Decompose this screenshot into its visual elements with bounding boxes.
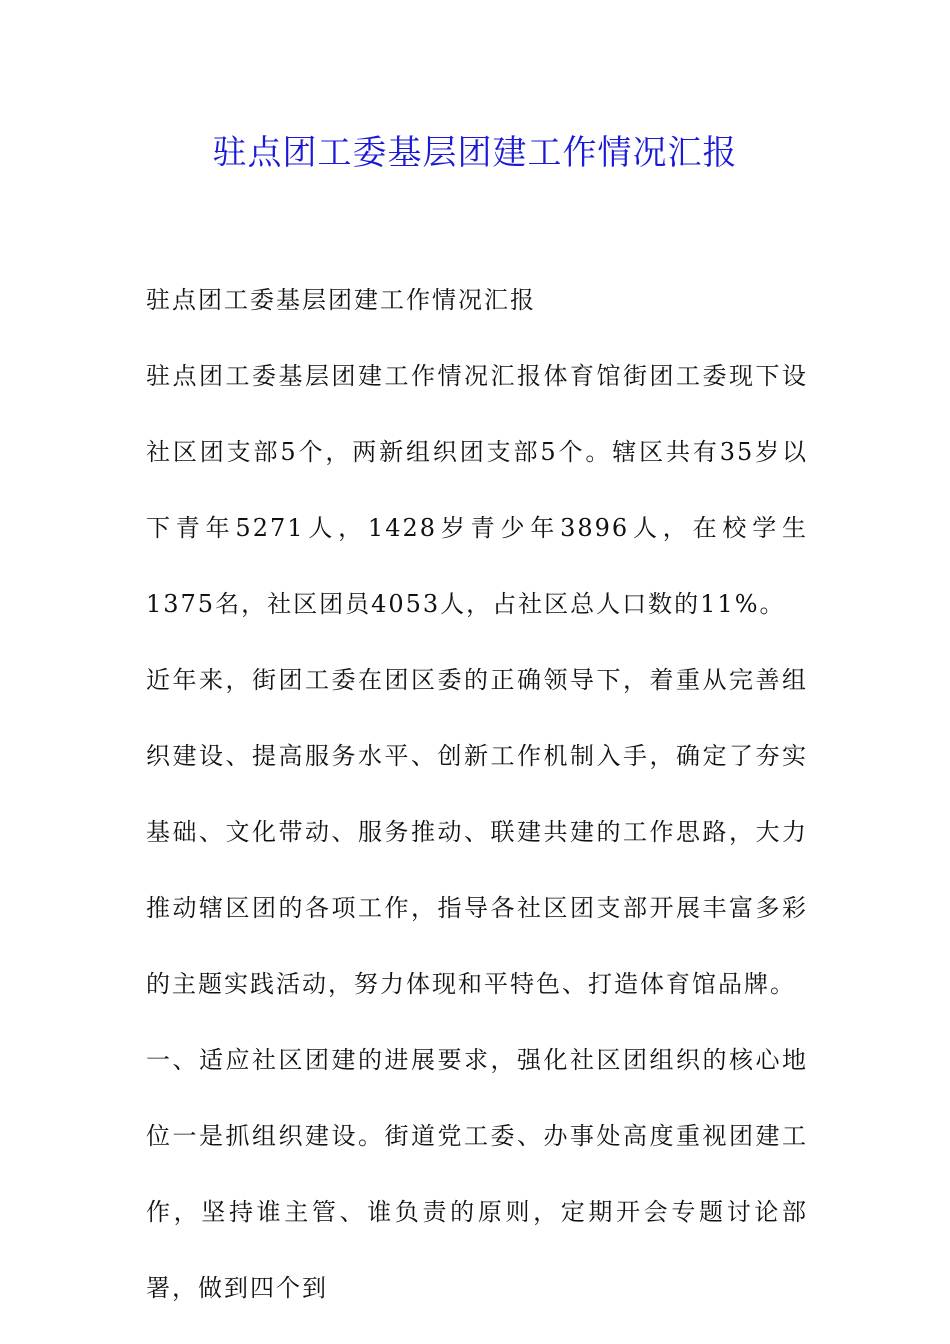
paragraph: 驻点团工委基层团建工作情况汇报体育馆街团工委现下设社区团支部5个，两新组织团支部5个。辖区共有35岁以下青年5271人，1428岁青少年3896人，在校学生1375名，社区团员4053人，占社区总人口数的11%。 <box>146 362 808 618</box>
paragraph: 近年来，街团工委在团区委的正确领导下，着重从完善组织建设、提高服务水平、创新工作机制入手，确定了夯实基础、文化带动、服务推动、联建共建的工作思路，大力推动辖区团的各项工作，指导各社区团支部开展丰富多彩的主题实践活动，努力体现和平特色、打造体育馆品牌。 <box>146 666 808 998</box>
document-body <box>146 262 808 1326</box>
paragraph-subtitle: 驻点团工委基层团建工作情况汇报 <box>146 286 536 314</box>
paragraph: 一、适应社区团建的进展要求，强化社区团组织的核心地位一是抓组织建设。街道党工委、办事处高度重视团建工作，坚持谁主管、谁负责的原则，定期开会专题讨论部署，做到四个到 <box>146 1046 808 1302</box>
document-title: 驻点团工委基层团建工作情况汇报 <box>212 133 738 173</box>
